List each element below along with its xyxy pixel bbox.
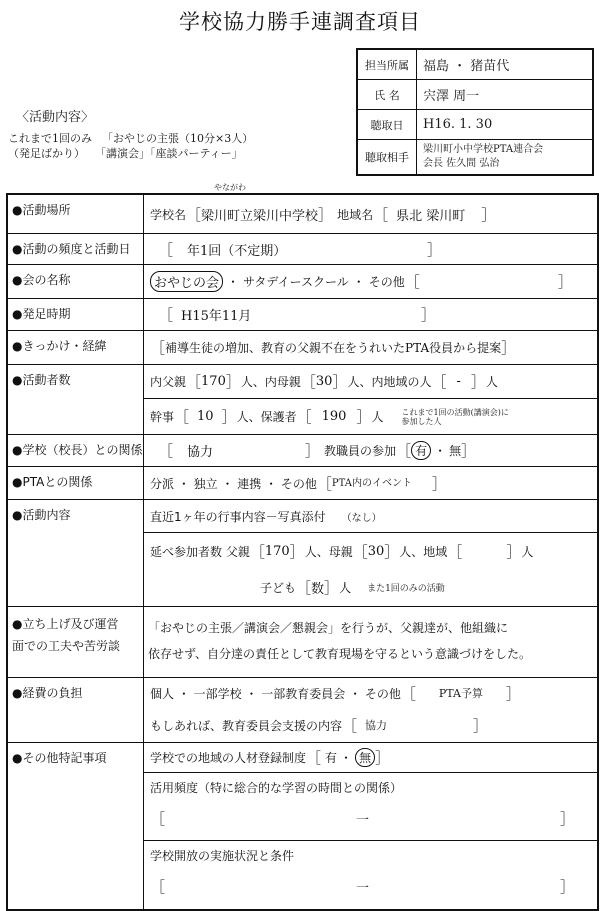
board-support-label: もしあれば、教育委員会支援の内容 — [150, 718, 343, 733]
effort-label-line1: ●立ち上げ及び運営 — [12, 617, 119, 631]
father-count-label: 内父親 — [150, 375, 187, 389]
usage-frequency-value: 一 — [356, 813, 370, 828]
total-local-unit: 人 — [521, 544, 534, 559]
mother-count-label: 人、内母親 — [240, 375, 301, 389]
place-label: ●活動場所 — [8, 195, 144, 233]
date-value: H16. 1. 30 — [423, 117, 493, 132]
row-group-name: ●会の名称 おやじの会 ・ サタデイースクール ・ その他 ［ ］ — [8, 265, 597, 299]
row-content: ●活動内容 直近1ヶ年の行事内容－写真添付 （なし） 延べ参加者数 父親 ［ 170 ］ 人、母親 ［ 30 ］ 人、地域 ［ ］ 人 子ども ［ 数 ］ 人 また1回のみの活動 — [8, 500, 597, 607]
total-local-label: 人、地域 — [399, 544, 448, 559]
dept-value: 福島 ・ 猪苗代 — [423, 59, 510, 74]
content-note: また1回のみの活動 — [367, 584, 445, 594]
start-label: ●発足時期 — [8, 299, 144, 330]
staff-participation-label: 教職員の参加 — [324, 444, 397, 458]
staff-participation-no: 無 — [449, 444, 462, 458]
row-start: ●発足時期 ［ H15年11月 ］ — [8, 299, 597, 331]
name-value: 宍澤 周一 — [423, 89, 480, 104]
activity-notes — [8, 110, 253, 161]
local-count-unit: 人 — [485, 375, 498, 389]
other-label: ●その他特記事項 — [8, 743, 144, 909]
row-other: ●その他特記事項 学校での地域の人材登録制度 ［ 有 ・ 無 ］ 活用頻度（特に総合的な学習の時間との関係） ［ 一 ］ 学校開放の実施状況と条件 ［ 一 ］ — [8, 743, 597, 909]
total-father-value: 170 — [264, 543, 290, 559]
row-effort — [8, 607, 597, 678]
target-label: 聴取相手 — [358, 140, 417, 174]
school-opening-label: 学校開放の実施状況と条件 — [150, 849, 295, 863]
survey-table — [6, 193, 599, 911]
notes-row2-b: 「講演会」「座談パーティー」 — [95, 147, 243, 160]
effort-label-line2: 面での工夫や苦労談 — [12, 639, 121, 653]
content-events-note: （なし） — [341, 512, 382, 524]
notes-row2-a: （発足ばかり） — [8, 147, 85, 160]
area-name-value: 県北 梁川町 — [396, 208, 466, 224]
form-title: 学校協力勝手連調査項目 — [179, 10, 421, 34]
dept-label: 担当所属 — [358, 50, 417, 79]
total-mother-value: 30 — [367, 543, 385, 559]
total-father-label: 延べ参加者数 父親 — [150, 544, 250, 559]
notes-row1-a: これまで1回のみ — [8, 132, 92, 145]
row-school-relation: ●学校（校長）との関係 ［ 協力 ］ 教職員の参加 ［ 有 ・ 無 ］ — [8, 435, 597, 467]
school-relation-label: ●学校（校長）との関係 — [8, 435, 144, 466]
group-name-option-other: その他 — [368, 275, 405, 289]
members-label: ●活動者数 — [8, 365, 144, 434]
cost-other-value: PTA予算 — [438, 687, 483, 700]
start-value: H15年11月 — [181, 309, 252, 324]
total-children-value: 数 — [311, 582, 325, 597]
school-name-value: 梁川町立梁川中学校 — [201, 208, 319, 224]
trigger-value: 補導生徒の増加、教育の父親不在をうれいたPTA役員から提案 — [165, 341, 502, 355]
name-label: 氏 名 — [358, 80, 417, 109]
talent-registry-no: 無 — [355, 748, 375, 767]
area-name-label: 地域名 — [337, 207, 374, 222]
date-label: 聴取日 — [358, 110, 417, 139]
row-place: ●活動場所 学校名 ［ 梁川町立梁川中学校 ］ 地域名 ［ 県北 梁川町 ］ — [8, 195, 597, 234]
row-pta: ●PTAとの関係 分派 ・ 独立 ・ 連携 ・ その他 ［ PTA内のイベント ］ — [8, 467, 597, 500]
guardian-count-value-shown: 190 — [321, 409, 347, 424]
effort-line1: 「おやじの主張／講演会／懇親会」を行うが、父親達が、他組織に — [148, 621, 509, 635]
pta-label: ●PTAとの関係 — [8, 467, 144, 499]
notes-heading: 〈活動内容〉 — [16, 110, 95, 125]
target-org: 梁川町小中学校PTA連合会 — [423, 144, 544, 155]
frequency-value: 年1回（不定期） — [187, 243, 287, 259]
staff-participation-yes: 有 — [411, 441, 431, 460]
pta-other-value: PTA内のイベント — [331, 477, 412, 489]
cost-label: ●経費の負担 — [8, 678, 144, 742]
school-name-label: 学校名 — [150, 207, 187, 222]
school-relation-value: 協力 — [187, 445, 214, 460]
guardian-count-label: 人、保護者 — [236, 410, 297, 424]
members-note: これまで1回の活動(講演会)に参加した人 — [401, 407, 509, 426]
local-count-value: - — [456, 374, 461, 389]
talent-registry-label: 学校での地域の人材登録制度 — [150, 751, 307, 765]
total-children-label: 子ども — [260, 581, 297, 595]
frequency-label: ●活動の頻度と活動日 — [8, 234, 144, 264]
furigana: やながわ — [214, 183, 246, 192]
total-children-unit: 人 — [339, 581, 352, 595]
pta-options: 分派 ・ 独立 ・ 連携 ・ その他 — [150, 476, 317, 491]
content-label: ●活動内容 — [8, 500, 144, 606]
mother-count-value: 30 — [315, 374, 333, 389]
usage-frequency-label: 活用頻度（特に総合的な学習の時間との関係） — [150, 781, 403, 795]
target-value — [417, 140, 592, 174]
row-frequency: ●活動の頻度と活動日 ［ 年1回（不定期） ］ — [8, 234, 597, 265]
group-name-option-saturday: サタデイースクール — [243, 275, 349, 289]
effort-line2: 依存せず、自分達の責任として教育現場を守るという意識づけをした。 — [148, 647, 532, 661]
group-name-label: ●会の名称 — [8, 265, 144, 298]
group-name-option-oyaji: おやじの会 — [150, 271, 223, 292]
effort-label — [8, 607, 144, 677]
school-opening-value: 一 — [356, 881, 370, 896]
talent-registry-yes: 有 — [325, 751, 338, 765]
target-person: 会長 佐久間 弘治 — [423, 158, 500, 169]
trigger-label: ●きっかけ・経緯 — [8, 331, 144, 364]
local-count-label: 人、内地域の人 — [347, 375, 432, 389]
cost-options: 個人 ・ 一部学校 ・ 一部教育委員会 ・ その他 — [150, 686, 401, 701]
interview-info-box — [356, 48, 594, 176]
total-mother-label: 人、母親 — [304, 544, 353, 559]
organizer-count-value: 10 — [197, 409, 214, 424]
father-count-value: 170 — [201, 374, 226, 389]
notes-row1-b: 「おやじの主張（10分×3人） — [102, 132, 254, 145]
organizer-count-label: 幹事 — [150, 410, 175, 424]
content-events-label: 直近1ヶ年の行事内容－写真添付 — [150, 509, 326, 524]
row-members: ●活動者数 内父親 ［ 170 ］ 人、内母親 ［ 30 ］ 人、内地域の人 ［ - ］ 人 幹事 ［ 10 ］ 人、保護者 ［ 190 ］ 人 これまで1回の活動(講演会)に参加した人 — [8, 365, 597, 435]
board-support-value: 協力 — [365, 719, 388, 732]
row-trigger: ●きっかけ・経緯 ［ 補導生徒の増加、教育の父親不在をうれいたPTA役員から提案 ］ — [8, 331, 597, 365]
guardian-count-unit: 人 — [371, 410, 384, 424]
row-cost: ●経費の負担 個人 ・ 一部学校 ・ 一部教育委員会 ・ その他 ［ PTA予算 ］ もしあれば、教育委員会支援の内容 ［ 協力 ］ — [8, 678, 597, 743]
